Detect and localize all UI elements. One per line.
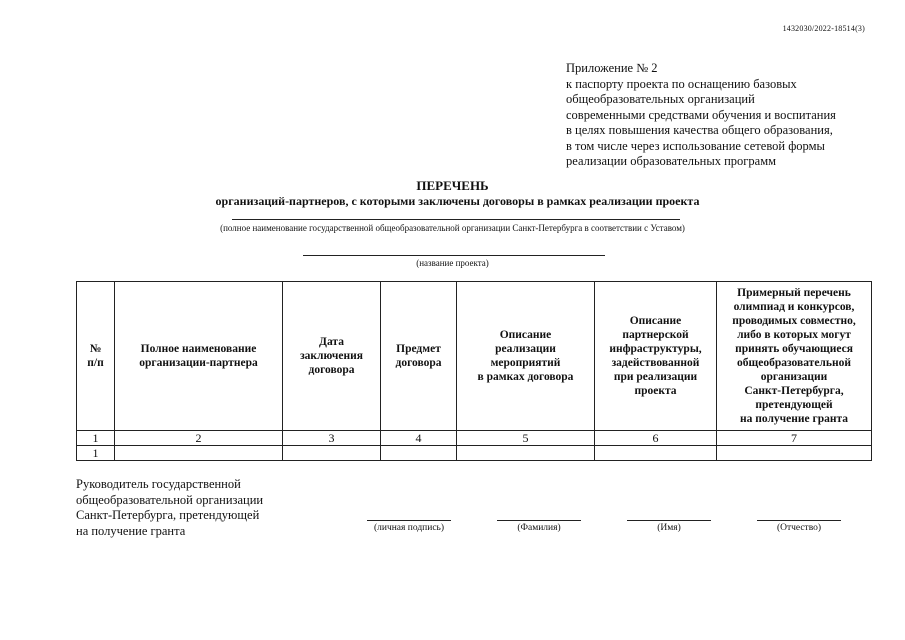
header-line: претендующей [755,399,833,411]
appendix-line: в целях повышения качества общего образования, [566,123,833,137]
column-number-cell: 7 [717,431,872,446]
table-row [77,446,872,461]
header-line: Санкт-Петербурга, [744,385,844,397]
first-name-field [627,520,711,533]
header-line: реализации [495,343,556,355]
appendix-line: Приложение № 2 [566,61,658,75]
header-line: проводимых совместно, [732,315,856,327]
header-line: п/п [87,357,104,369]
signer-line: на получение гранта [76,523,186,538]
header-activities [457,282,595,431]
header-line: Примерный перечень [737,287,851,299]
table-cell[interactable] [457,446,595,461]
surname-label: (Фамилия) [517,523,561,533]
header-line: либо в которых могут [737,329,851,341]
signature-label: (личная подпись) [373,523,445,533]
patronymic-field [757,520,841,533]
organization-name-caption: (полное наименование государственной общеобразовательной организации Санкт-Петербурга в соответствии с Уставом) [220,223,685,233]
appendix-line: общеобразовательных организаций [566,92,755,106]
signature-field [367,520,451,533]
project-name-line [303,255,605,256]
appendix-line: реализации образовательных программ [566,154,777,168]
document-title: ПЕРЕЧЕНЬ [416,178,489,193]
table-cell[interactable]: 1 [77,446,115,461]
header-line: договора [308,364,355,376]
header-line: олимпиад и конкурсов, [733,301,855,313]
column-number-cell: 1 [77,431,115,446]
table-cell[interactable] [115,446,283,461]
header-line: № [89,343,102,355]
document-id: 1432030/2022-18514(3) [782,24,865,33]
table-cell[interactable] [381,446,457,461]
header-line: при реализации [613,371,698,383]
column-number-cell: 6 [595,431,717,446]
column-number-row [77,431,872,446]
table-cell[interactable] [283,446,381,461]
column-number-cell: 3 [283,431,381,446]
header-line: Предмет [396,343,441,355]
header-line: организации-партнера [139,357,258,369]
appendix-line: в том числе через использование сетевой формы [566,138,825,153]
column-number-cell: 2 [115,431,283,446]
appendix-line: к паспорту проекта по оснащению базовых [566,76,797,91]
header-contract-date [283,282,381,431]
header-line: организации [760,371,828,383]
signer-line: общеобразовательной организации [76,492,264,507]
signer-line: Санкт-Петербурга, претендующей [76,508,260,522]
header-line: принять обучающиеся [735,343,853,355]
header-line: Дата [319,336,344,348]
header-line: проекта [634,385,677,397]
header-line: Полное наименование [140,343,257,355]
header-line: договора [395,357,442,369]
project-name-caption: (название проекта) [416,258,489,268]
appendix-line: современными средствами обучения и воспитания [566,107,836,122]
patronymic-label: (Отчество) [776,523,822,533]
column-number-cell: 4 [381,431,457,446]
table-cell[interactable] [595,446,717,461]
header-line: задействованной [611,357,700,369]
header-line: общеобразовательной [737,357,851,369]
document-subtitle: организаций-партнеров, с которыми заключены договоры в рамках реализации проекта [215,194,700,208]
column-number-cell: 5 [457,431,595,446]
header-olympiads [717,282,872,431]
header-line: Описание [499,329,552,341]
header-partner-name [115,282,283,431]
header-line: заключения [300,350,363,362]
table-header-row [77,282,872,431]
header-line: на получение гранта [739,413,849,425]
appendix-note [566,61,836,170]
header-line: в рамках договора [477,371,574,383]
header-line: инфраструктуры, [609,343,702,355]
header-contract-subject [381,282,457,431]
surname-field [497,520,581,533]
first-name-label: (Имя) [657,523,681,533]
table-cell[interactable] [717,446,872,461]
header-number [77,282,115,431]
signer-block [76,477,263,539]
partners-table [76,281,872,461]
signer-line: Руководитель государственной [76,477,241,491]
header-infrastructure [595,282,717,431]
header-line: мероприятий [490,357,561,369]
header-line: Описание [629,315,682,327]
header-line: партнерской [622,329,689,341]
document-title-block [0,178,905,209]
organization-name-line [232,219,680,220]
